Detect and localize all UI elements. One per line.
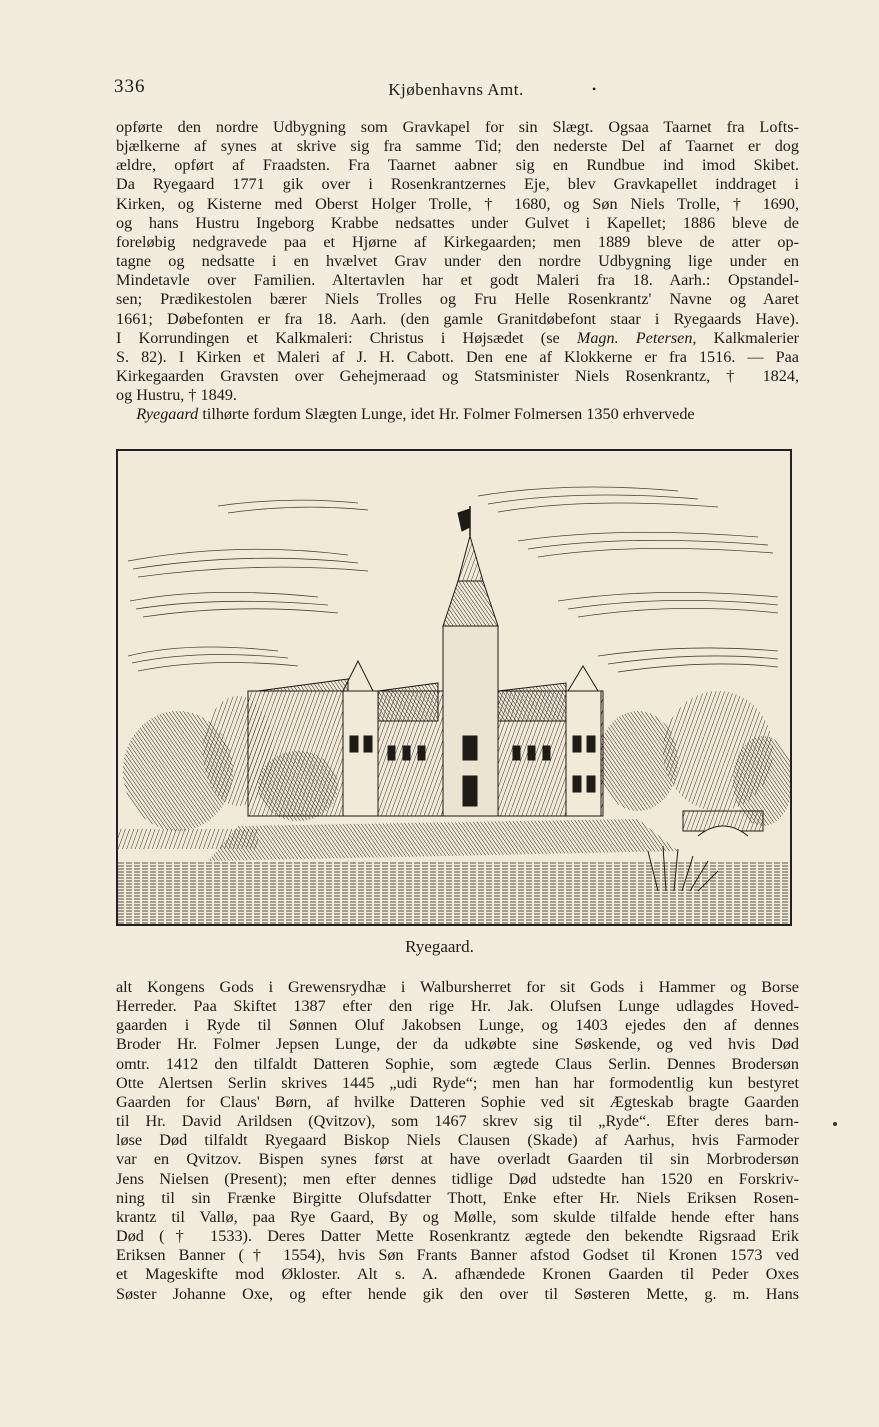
text-line: 1661; Døbefonten er fra 18. Aarh. (den gamle Granitdøbefont staar i Ryegaards Have).	[116, 309, 799, 328]
citation-author: Magn. Petersen,	[576, 328, 697, 347]
text-line: opførte den nordre Udbygning som Gravkapel for sin Slægt. Ogsaa Taarnet fra Lofts-	[116, 118, 799, 136]
text-line: tagne og nedsatte i en hvælvet Grav under den nordre Udbygning lige under en	[116, 252, 799, 271]
text-line-start: I Korrundingen et Kalkmaleri: Christus i Højsædet (se	[116, 328, 560, 347]
text-line: Kirken, og Kisterne med Oberst Holger Trolle, † 1680, og Søn Niels Trolle, † 1690,	[116, 194, 799, 213]
text-line-rest: tilhørte fordum Slægten Lunge, idet Hr. Folmer Folmersen 1350 erhvervede	[198, 405, 695, 424]
manor-building	[248, 506, 603, 816]
text-line: Jens Nielsen (Present); men efter dennes tidlige Død udstedte han 1520 en Forskriv-	[116, 1169, 799, 1188]
text-line: Død († 1533). Deres Datter Mette Rosenkrantz ægtede den bekendte Rigsraad Erik	[116, 1227, 799, 1246]
text-line: et Mageskifte mod Økloster. Alt s. A. afhændede Kronen Gaarden til Peder Oxes	[116, 1265, 799, 1284]
text-line: Herreder. Paa Skiftet 1387 efter den rige Hr. Jak. Olufsen Lunge udlagdes Hoved-	[116, 997, 799, 1016]
ryegaard-engraving	[118, 451, 790, 924]
text-block-bottom	[116, 978, 799, 1304]
text-line: ældre, opført af Fraadsten. Fra Taarnet aabner sig en Rundbue ind imod Skibet.	[116, 156, 799, 175]
text-line: foreløbig nedgravede paa et Hjørne af Kirkegaarden; men 1889 bleve de atter op-	[116, 232, 799, 251]
text-line: bjælkerne af synes at skrive sig fra samme Tid; den nederste Del af Taarnet er dog	[116, 137, 799, 156]
text-line: Søster Johanne Oxe, og efter hende gik den over til Søsteren Mette, g. m. Hans	[116, 1284, 799, 1303]
running-title: Kjøbenhavns Amt.	[388, 80, 524, 99]
text-line: Otte Alertsen Serlin skrives 1445 „udi Ryde“; men han har formodentlig kun bestyret	[116, 1073, 799, 1092]
text-line: Da Ryegaard 1771 gik over i Rosenkrantzernes Eje, blev Gravkapellet inddraget i	[116, 175, 799, 194]
paragraph-history	[116, 978, 799, 1304]
text-line: S. 82). I Kirken et Maleri af J. H. Cabott. Den ene af Klokkerne er fra 1516. — Paa	[116, 347, 799, 366]
page-header	[114, 76, 798, 102]
text-line: Gaarden for Claus' Børn, af hvilke Datteren Sophie ved sit Ægteskab bragte Gaarden	[116, 1092, 799, 1111]
text-line: til Hr. David Arildsen (Qvitzov), som 1467 skrev sig til „Ryde“. Efter deres barn-	[116, 1112, 799, 1131]
text-line: Mindetavle over Familien. Altertavlen har et godt Maleri fra 18. Aarh.: Opstandel-	[116, 271, 799, 290]
text-line: krantz til Vallø, paa Rye Gaard, By og Mølle, som skulde tilfalde hende efter hans	[116, 1207, 799, 1226]
text-line: Kirkegaarden Gravsten over Gehejmeraad og Statsminister Niels Rosenkrantz, † 1824,	[116, 367, 799, 386]
paragraph-ryegaard-intro	[116, 405, 799, 424]
embankment	[118, 819, 678, 861]
text-line: Broder Hr. Folmer Jepsen Lunge, der da udkøbte sine Søskende, og ved hvis Død	[116, 1035, 799, 1054]
text-line: og Hustru, † 1849.	[116, 386, 237, 405]
text-line: gaarden i Ryde til Sønnen Oluf Jakobsen Lunge, og 1403 ejedes den af dennes	[116, 1016, 799, 1035]
engraving-figure	[116, 449, 792, 926]
trees-right	[598, 691, 790, 826]
text-line: sen; Prædikestolen bærer Niels Trolles og Fru Helle Rosenkrantz' Navne og Aaret	[116, 290, 799, 309]
text-line: løse Død tilfaldt Ryegaard Biskop Niels Clausen (Skade) af Aarhus, hvis Farmoder	[116, 1131, 799, 1150]
figure-caption: Ryegaard.	[405, 937, 474, 956]
paragraph-church	[116, 118, 799, 405]
moat-water	[118, 861, 790, 924]
text-block-top	[116, 118, 799, 425]
text-line: og hans Hustru Ingeborg Krabbe nedsattes under Gulvet i Kapellet; 1886 bleve de	[116, 213, 799, 232]
text-line: Eriksen Banner († 1554), hvis Søn Frants Banner afstod Godset til Kronen 1573 ved	[116, 1246, 799, 1265]
bridge	[683, 811, 763, 836]
header-mark: •	[592, 82, 597, 96]
text-line-with-citation	[116, 329, 799, 348]
text-line: ning til sin Frænke Birgitte Olufsdatter Thott, Enke efter Hr. Niels Eriksen Rosen-	[116, 1188, 799, 1207]
paragraph-title: Ryegaard	[136, 405, 199, 424]
text-line: alt Kongens Gods i Grewensrydhæ i Walbursherret for sit Gods i Hammer og Borse	[116, 978, 799, 996]
page-number: 336	[114, 76, 146, 97]
text-line: omtr. 1412 den tilfaldt Datteren Sophie, som ægtede Claus Serlin. Dennes Brodersøn	[116, 1054, 799, 1073]
text-line: var en Qvitzov. Bispen synes først at have overladt Gaarden til sin Morbrodersøn	[116, 1150, 799, 1169]
citation-work: Kalkmalerier	[696, 328, 800, 347]
margin-dot	[833, 1122, 837, 1126]
text-line	[116, 405, 799, 424]
